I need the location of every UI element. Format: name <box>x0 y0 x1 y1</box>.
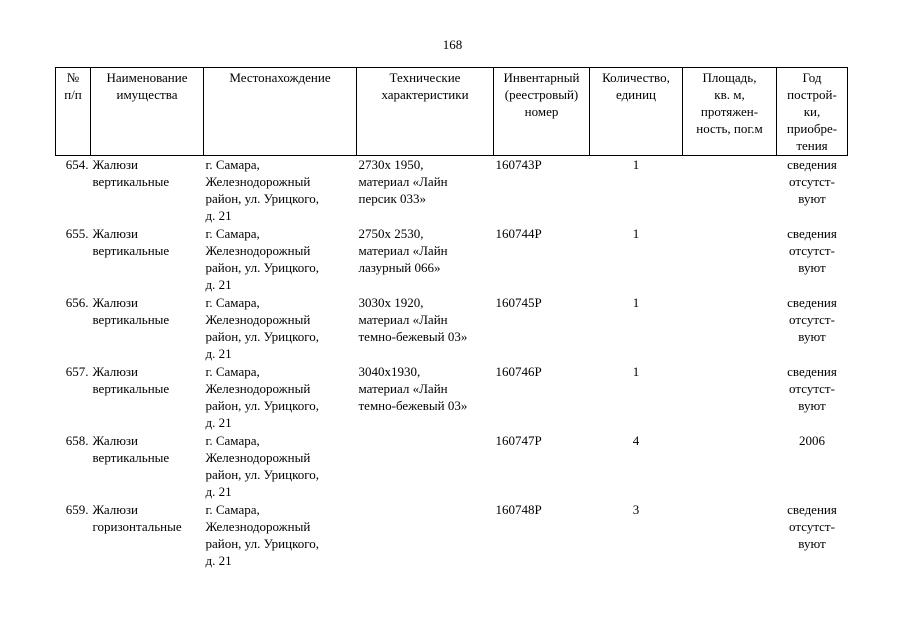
property-registry-table <box>55 67 848 570</box>
text-line: г. Самара, <box>205 364 260 379</box>
table-row <box>56 432 848 501</box>
table-body <box>56 156 848 571</box>
text-line: вертикальные <box>92 381 170 396</box>
text-line: сведения <box>787 364 837 379</box>
text-line: г. Самара, <box>205 502 260 517</box>
row-inventory: 160744Р <box>495 226 542 241</box>
text-line: д. 21 <box>205 484 232 499</box>
text-line: отсутст- <box>789 381 835 396</box>
row-inventory: 160743Р <box>495 157 542 172</box>
text-line: район, ул. Урицкого, <box>205 467 319 482</box>
table-row <box>56 501 848 570</box>
text-line: лазурный 066» <box>358 260 441 275</box>
row-name <box>91 363 204 432</box>
text-line: г. Самара, <box>205 295 260 310</box>
text-line: темно-бежевый 03» <box>358 329 468 344</box>
text-line: вуют <box>798 536 826 551</box>
table-header-row <box>56 68 848 156</box>
row-area <box>683 363 777 432</box>
row-num: 658. <box>65 433 89 448</box>
text-line: вуют <box>798 191 826 206</box>
row-tech <box>357 294 494 363</box>
text-line: вуют <box>798 260 826 275</box>
text-line: 3040х1930, <box>358 364 421 379</box>
row-num: 659. <box>65 502 89 517</box>
text-line: отсутст- <box>789 174 835 189</box>
row-year <box>777 294 848 363</box>
text-line: материал «Лайн <box>358 174 448 189</box>
row-area <box>683 294 777 363</box>
row-location <box>204 432 357 501</box>
row-inventory: 160745Р <box>495 295 542 310</box>
row-location <box>204 363 357 432</box>
header-num <box>56 68 91 156</box>
table-row <box>56 156 848 226</box>
text-line: Железнодорожный <box>205 174 311 189</box>
text-line: Количество, <box>602 70 670 85</box>
row-tech <box>357 225 494 294</box>
row-num: 654. <box>65 157 89 172</box>
header-area <box>683 68 777 156</box>
text-line: Местонахождение <box>229 70 331 85</box>
row-area <box>683 156 777 226</box>
header-quantity <box>590 68 683 156</box>
row-area <box>683 432 777 501</box>
text-line: горизонтальные <box>92 519 182 534</box>
row-year <box>777 432 848 501</box>
header-location <box>204 68 357 156</box>
row-quantity: 4 <box>632 433 640 448</box>
text-line: Жалюзи <box>92 364 138 379</box>
text-line: Железнодорожный <box>205 450 311 465</box>
row-area <box>683 225 777 294</box>
row-name <box>91 432 204 501</box>
text-line: № <box>66 70 80 85</box>
row-location <box>204 225 357 294</box>
row-location <box>204 501 357 570</box>
text-line: 2750х 2530, <box>358 226 424 241</box>
row-num: 657. <box>65 364 89 379</box>
text-line: Жалюзи <box>92 433 138 448</box>
text-line: 3030х 1920, <box>358 295 424 310</box>
text-line: сведения <box>787 502 837 517</box>
text-line: отсутст- <box>789 519 835 534</box>
row-tech <box>357 501 494 570</box>
row-area <box>683 501 777 570</box>
text-line: Жалюзи <box>92 295 138 310</box>
text-line: д. 21 <box>205 346 232 361</box>
row-quantity: 1 <box>632 295 640 310</box>
header-name <box>91 68 204 156</box>
table-row <box>56 225 848 294</box>
text-line: вуют <box>798 398 826 413</box>
text-line: вертикальные <box>92 312 170 327</box>
text-line: 2730х 1950, <box>358 157 424 172</box>
text-line: приобре- <box>786 121 838 136</box>
text-line: Железнодорожный <box>205 381 311 396</box>
text-line: сведения <box>787 295 837 310</box>
row-quantity: 1 <box>632 364 640 379</box>
row-location <box>204 156 357 226</box>
row-year <box>777 156 848 226</box>
row-tech <box>357 432 494 501</box>
row-name <box>91 501 204 570</box>
row-location <box>204 294 357 363</box>
row-year <box>777 501 848 570</box>
text-line: Площадь, <box>702 70 757 85</box>
header-year <box>777 68 848 156</box>
text-line: отсутст- <box>789 243 835 258</box>
text-line: сведения <box>787 226 837 241</box>
text-line: Жалюзи <box>92 226 138 241</box>
row-inventory: 160746Р <box>495 364 542 379</box>
text-line: номер <box>524 104 559 119</box>
text-line: д. 21 <box>205 208 232 223</box>
row-inventory: 160748Р <box>495 502 542 517</box>
text-line: Железнодорожный <box>205 519 311 534</box>
text-line: (реестровый) <box>504 87 579 102</box>
text-line: Год <box>802 70 822 85</box>
text-line: сведения <box>787 157 837 172</box>
row-tech <box>357 156 494 226</box>
text-line: Технические <box>389 70 461 85</box>
text-line: отсутст- <box>789 312 835 327</box>
text-line: район, ул. Урицкого, <box>205 536 319 551</box>
text-line: Инвентарный <box>503 70 580 85</box>
table-row <box>56 363 848 432</box>
row-inventory: 160747Р <box>495 433 542 448</box>
text-line: г. Самара, <box>205 157 260 172</box>
row-num: 656. <box>65 295 89 310</box>
row-tech <box>357 363 494 432</box>
text-line: район, ул. Урицкого, <box>205 329 319 344</box>
text-line: построй- <box>787 87 837 102</box>
text-line: вертикальные <box>92 450 170 465</box>
row-year <box>777 225 848 294</box>
header-tech <box>357 68 494 156</box>
text-line: д. 21 <box>205 553 232 568</box>
text-line: персик 033» <box>358 191 427 206</box>
text-line: п/п <box>64 87 82 102</box>
text-line: имущества <box>116 87 178 102</box>
text-line: г. Самара, <box>205 226 260 241</box>
table-row <box>56 294 848 363</box>
row-quantity: 1 <box>632 226 640 241</box>
row-year <box>777 363 848 432</box>
text-line: д. 21 <box>205 277 232 292</box>
text-line: характеристики <box>381 87 469 102</box>
text-line: Железнодорожный <box>205 312 311 327</box>
row-name <box>91 156 204 226</box>
text-line: вуют <box>798 329 826 344</box>
text-line: материал «Лайн <box>358 381 448 396</box>
row-quantity: 1 <box>632 157 640 172</box>
text-line: район, ул. Урицкого, <box>205 398 319 413</box>
text-line: материал «Лайн <box>358 243 448 258</box>
text-line: единиц <box>615 87 657 102</box>
page-number: 168 <box>442 37 463 52</box>
text-line: материал «Лайн <box>358 312 448 327</box>
row-num: 655. <box>65 226 89 241</box>
text-line: Жалюзи <box>92 157 138 172</box>
header-inventory <box>494 68 590 156</box>
text-line: Железнодорожный <box>205 243 311 258</box>
text-line: ность, пог.м <box>696 121 763 136</box>
text-line: район, ул. Урицкого, <box>205 191 319 206</box>
row-name <box>91 225 204 294</box>
text-line: темно-бежевый 03» <box>358 398 468 413</box>
text-line: тения <box>796 138 828 153</box>
text-line: вертикальные <box>92 174 170 189</box>
text-line: Наименование <box>106 70 188 85</box>
row-name <box>91 294 204 363</box>
text-line: кв. м, <box>714 87 745 102</box>
text-line: Жалюзи <box>92 502 138 517</box>
row-quantity: 3 <box>632 502 640 517</box>
text-line: г. Самара, <box>205 433 260 448</box>
text-line: район, ул. Урицкого, <box>205 260 319 275</box>
text-line: протяжен- <box>700 104 759 119</box>
text-line: ки, <box>803 104 821 119</box>
text-line: вертикальные <box>92 243 170 258</box>
text-line: д. 21 <box>205 415 232 430</box>
text-line: 2006 <box>799 433 825 448</box>
